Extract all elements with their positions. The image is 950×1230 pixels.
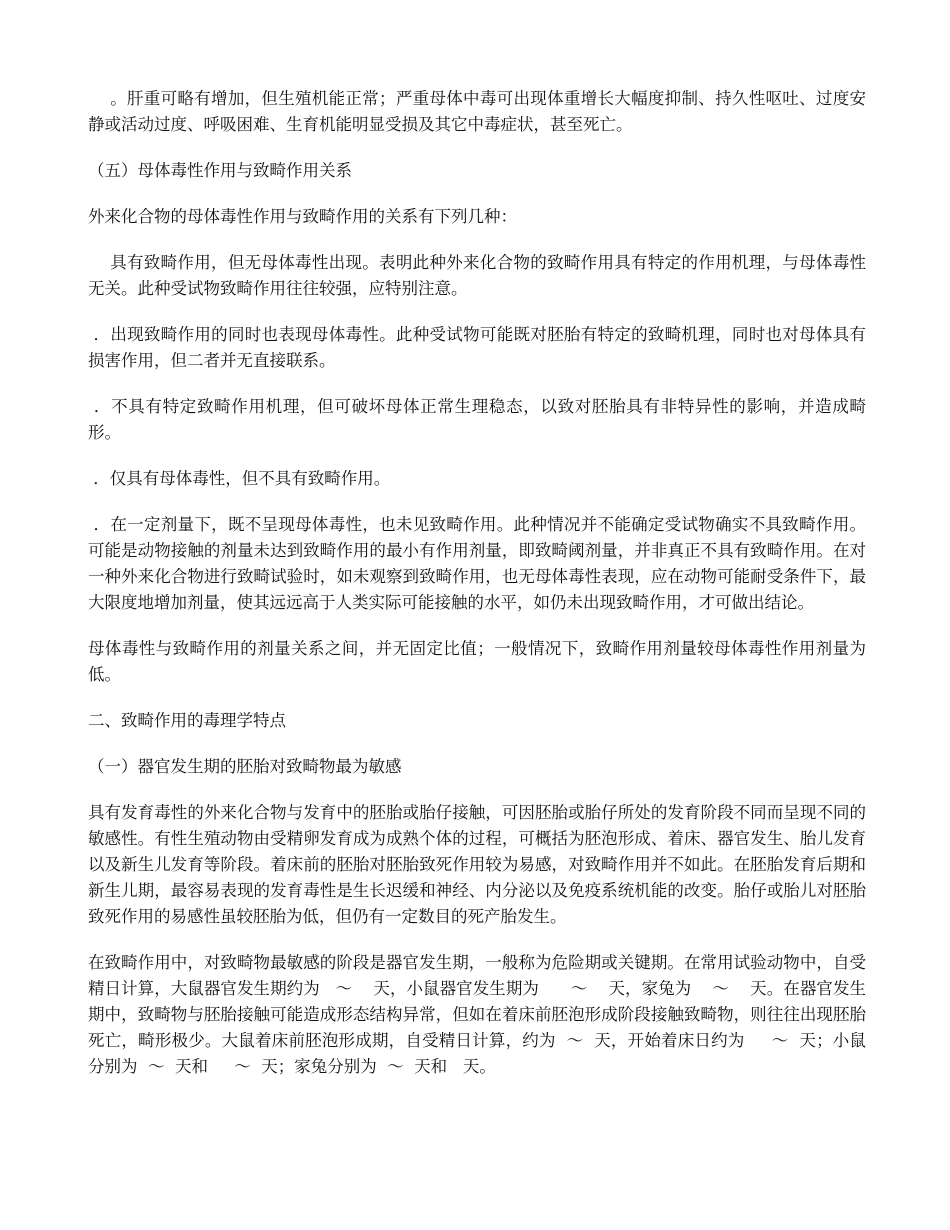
paragraph-critical-period: 在致畸作用中，对致畸物最敏感的阶段是器官发生期，一般称为危险期或关键期。在常用试验动物中，自受精日计算，大鼠器官发生期约为 ～ 天，小鼠器官发生期为 ～ 天，家兔为 ～ 天。在器官发生期中，致畸物与胚胎接触可能造成形态结构异常，但如在着床前胚泡形成阶段接触致畸物，则往往出现胚胎死亡，畸形极少。大鼠着床前胚泡形成期，自受精日计算，约为 ～ 天，开始着床日约为 ～ 天；小鼠分别为 ～ 天和 ～ 天；家兔分别为 ～ 天和 天。: [88, 953, 866, 1076]
list-item-relation-2: ．出现致畸作用的同时也表现母体毒性。此种受试物可能既对胚胎有特定的致畸机理，同时也对母体具有损害作用，但二者并无直接联系。: [88, 325, 866, 370]
list-item-relation-4: ．仅具有母体毒性，但不具有致畸作用。: [88, 469, 391, 488]
paragraph-maternal-toxicity-symptoms: 。肝重可略有增加，但生殖机能正常；严重母体中毒可出现体重增长大幅度抑制、持久性呕吐、过度安静或活动过度、呼吸困难、生育机能明显受损及其它中毒症状，甚至死亡。: [88, 89, 867, 134]
paragraph-developmental-sensitivity: 具有发育毒性的外来化合物与发育中的胚胎或胎仔接触，可因胚胎或胎仔所处的发育阶段不同而呈现不同的敏感性。有性生殖动物由受精卵发育成为成熟个体的过程，可概括为胚泡形成、着床、器官发生、胎儿发育以及新生儿发育等阶段。着床前的胚胎对胚胎致死作用较为易感，对致畸作用并不如此。在胚胎发育后期和新生儿期，最容易表现的发育毒性是生长迟缓和神经、内分泌以及免疫系统机能的改变。胎仔或胎儿对胚胎致死作用的易感性虽较胚胎为低，但仍有一定数目的死产胎发生。: [88, 803, 866, 926]
paragraph-relation-intro: 外来化合物的母体毒性作用与致畸作用的关系有下列几种：: [88, 207, 517, 226]
list-item-relation-5: ．在一定剂量下，既不呈现母体毒性，也未见致畸作用。此种情况并不能确定受试物确实不具致畸作用。可能是动物接触的剂量未达到致畸作用的最小有作用剂量，即致畸阈剂量，并非真正不具有致畸作用。在对一种外来化合物进行致畸试验时，如未观察到致畸作用，也无母体毒性表现，应在动物可能耐受条件下，最大限度地增加剂量，使其远远高于人类实际可能接触的水平，如仍未出现致畸作用，才可做出结论。: [88, 515, 866, 612]
document-page: [88, 86, 866, 1100]
subsection-heading-organogenesis-sensitivity: （一）器官发生期的胚胎对致畸物最为敏感: [88, 757, 402, 776]
section-heading-toxicological-features: 二、致畸作用的毒理学特点: [88, 711, 286, 730]
list-item-relation-3: ．不具有特定致畸作用机理，但可破坏母体正常生理稳态，以致对胚胎具有非特异性的影响，并造成畸形。: [88, 397, 866, 442]
section-heading-maternal-teratogenic-relation: （五）母体毒性作用与致畸作用关系: [88, 161, 352, 180]
paragraph-dose-relation: 母体毒性与致畸作用的剂量关系之间，并无固定比值；一般情况下，致畸作用剂量较母体毒性作用剂量为低。: [88, 639, 866, 684]
list-item-relation-1: 具有致畸作用，但无母体毒性出现。表明此种外来化合物的致畸作用具有特定的作用机理，与母体毒性无关。此种受试物致畸作用往往较强，应特别注意。: [88, 253, 867, 298]
